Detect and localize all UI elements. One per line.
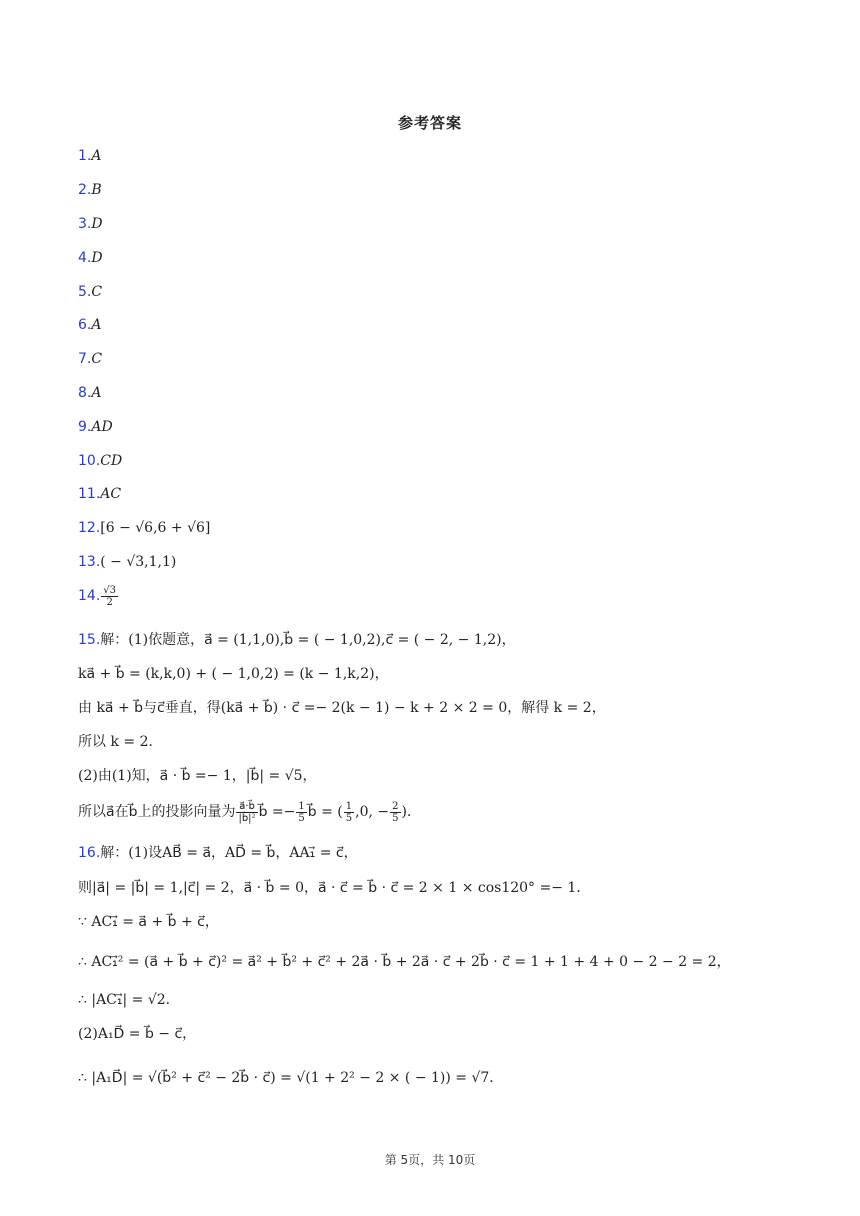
answer-line: [78, 146, 101, 166]
answer-line: [78, 383, 101, 403]
q15-line-4: 所以 k = 2．: [78, 734, 163, 750]
answer-number: 7.: [78, 351, 92, 367]
answer-text: D: [91, 216, 103, 232]
answer-line: [78, 248, 103, 268]
page-footer: 第 5页，共 10页: [384, 1153, 476, 1167]
answer-number: 6.: [78, 317, 92, 333]
answer-line: [78, 484, 121, 504]
page-title: 参考答案: [397, 114, 462, 132]
answer-number: 8.: [78, 385, 92, 401]
answer-line: [78, 349, 102, 369]
answer-text: B: [91, 182, 102, 198]
q15-line-3: 由 ka⃗ + b⃗与c⃗垂直，得(ka⃗ + b⃗) · c⃗ =− 2(k − 1) − k + 2 × 2 = 0，解得 k = 2，: [78, 700, 606, 716]
question-number: 15.: [78, 632, 101, 648]
q15-line-1: 15.解：(1)依题意，a⃗ = (1,1,0),b⃗ = ( − 1,0,2),c⃗ = ( − 2, − 1,2)，: [78, 632, 516, 648]
answer-line: [78, 180, 102, 200]
answer-number: 14.: [78, 588, 101, 604]
answer-number: 11.: [78, 486, 101, 502]
question-number: 16.: [78, 845, 101, 861]
q16-line-6: (2)A₁D⃗ = b⃗ − c⃗，: [78, 1026, 197, 1042]
answer-number: 12.: [78, 520, 101, 536]
answer-number: 3.: [78, 216, 92, 232]
answer-text: C: [91, 284, 103, 300]
answer-line: [78, 417, 113, 437]
answer-line: [78, 583, 119, 609]
answer-text: ( − √3,1,1): [100, 554, 177, 570]
answer-number: 13.: [78, 554, 101, 570]
answer-text: AC: [100, 486, 122, 502]
q16-line-4: ∴ AC₁⃗² = (a⃗ + b⃗ + c⃗)² = a⃗² + b⃗² + c⃗² + 2a⃗ · b⃗ + 2a⃗ · c⃗ + 2b⃗ · c⃗ = 1 + 1 + 4 + 0 − 2 − 2 = 2，: [78, 954, 731, 970]
q16-line-3: ∵ AC₁⃗ = a⃗ + b⃗ + c⃗，: [78, 914, 219, 930]
answer-number: 2.: [78, 182, 92, 198]
answer-text: A: [91, 317, 102, 333]
answer-text: CD: [100, 453, 123, 469]
answer-line: [78, 552, 176, 572]
q15-line-5: (2)由(1)知，a⃗ · b⃗ =− 1，|b⃗| = √5，: [78, 768, 317, 784]
answer-line: [78, 282, 102, 302]
answer-number: 1.: [78, 148, 92, 164]
answer-text: D: [91, 250, 103, 266]
answer-text: [6 − √6,6 + √6]: [100, 520, 211, 536]
answer-number: 4.: [78, 250, 92, 266]
answer-text: A: [91, 385, 102, 401]
answer-fraction: $\frac{√3}{2}$: [103, 584, 116, 608]
answer-line: [78, 315, 101, 335]
q16-line-7: ∴ |A₁D⃗| = √(b⃗² + c⃗² − 2b⃗ · c⃗) = √(1 + 2² − 2 × ( − 1)) = √7．: [78, 1070, 504, 1086]
q16-line-5: ∴ |AC₁⃗| = √2．: [78, 992, 180, 1008]
answer-number: 10.: [78, 453, 101, 469]
answer-line: [78, 214, 103, 234]
q16-line-1: 16.解：(1)设AB⃗ = a⃗，AD⃗ = b⃗，AA₁⃗ = c⃗，: [78, 845, 358, 861]
answer-text: A: [91, 148, 102, 164]
answer-number: 5.: [78, 284, 92, 300]
answer-text: AD: [91, 419, 113, 435]
answer-text: C: [91, 351, 103, 367]
answer-number: 9.: [78, 419, 92, 435]
answer-line: [78, 518, 210, 538]
q16-line-2: 则|a⃗| = |b⃗| = 1,|c⃗| = 2，a⃗ · b⃗ = 0，a⃗ · c⃗ = b⃗ · c⃗ = 2 × 1 × cos120° =− 1．: [78, 880, 591, 896]
answer-line: [78, 451, 122, 471]
q15-line-6: 所以a⃗在b⃗上的投影向量为 $\frac{a⃗\cdot b⃗}{\text{|b⃗|²}}$ b⃗ =− $\frac{1}{5}$ b⃗ = ( $\frac{1}{5}$ ,0, − $\frac{2}{5}$ )．: [78, 800, 421, 824]
q15-line-2: ka⃗ + b⃗ = (k,k,0) + ( − 1,0,2) = (k − 1,k,2)，: [78, 666, 389, 682]
